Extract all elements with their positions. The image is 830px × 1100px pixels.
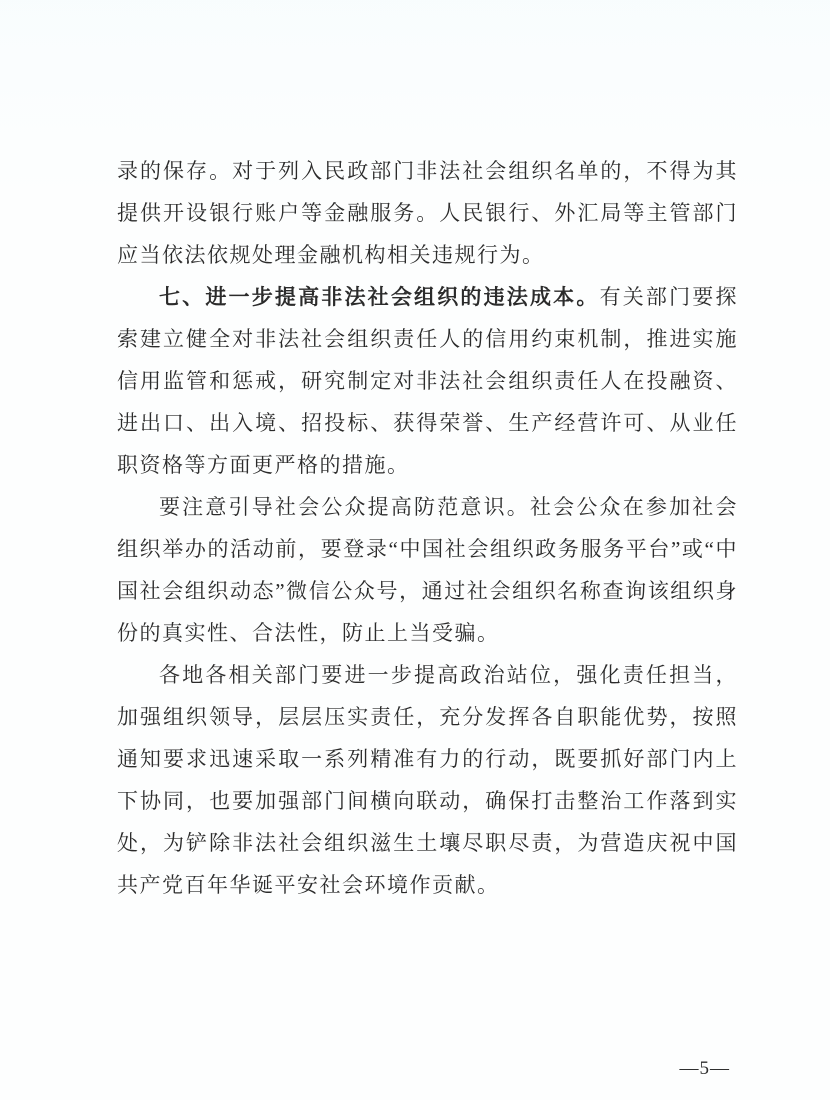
document-body [117,150,738,906]
paragraph-text: 有关部门要探索建立健全对非法社会组织责任人的信用约束机制，推进实施信用监管和惩戒，研究制定对非法社会组织责任人在投融资、进出口、出入境、招投标、获得荣誉、生产经营许可、从业任职资格等方面更严格的措施。 [117,285,738,477]
paragraph [117,486,738,654]
paragraph [117,654,738,906]
paragraph [117,276,738,486]
paragraph [117,150,738,276]
paragraph-heading-text: 七、进一步提高非法社会组织的违法成本。 [159,285,600,309]
paragraph-text: 各地各相关部门要进一步提高政治站位，强化责任担当，加强组织领导，层层压实责任，充分发挥各自职能优势，按照通知要求迅速采取一系列精准有力的行动，既要抓好部门内上下协同，也要加强部门间横向联动，确保打击整治工作落到实处，为铲除非法社会组织滋生土壤尽职尽责，为营造庆祝中国共产党百年华诞平安社会环境作贡献。 [117,663,738,897]
paragraph-text: 录的保存。对于列入民政部门非法社会组织名单的，不得为其提供开设银行账户等金融服务。人民银行、外汇局等主管部门应当依法依规处理金融机构相关违规行为。 [117,159,738,267]
page-number: —5— [679,1058,730,1079]
paragraph-text: 要注意引导社会公众提高防范意识。社会公众在参加社会组织举办的活动前，要登录“中国社会组织政务服务平台”或“中国社会组织动态”微信公众号，通过社会组织名称查询该组织身份的真实性、合法性，防止上当受骗。 [117,495,738,645]
